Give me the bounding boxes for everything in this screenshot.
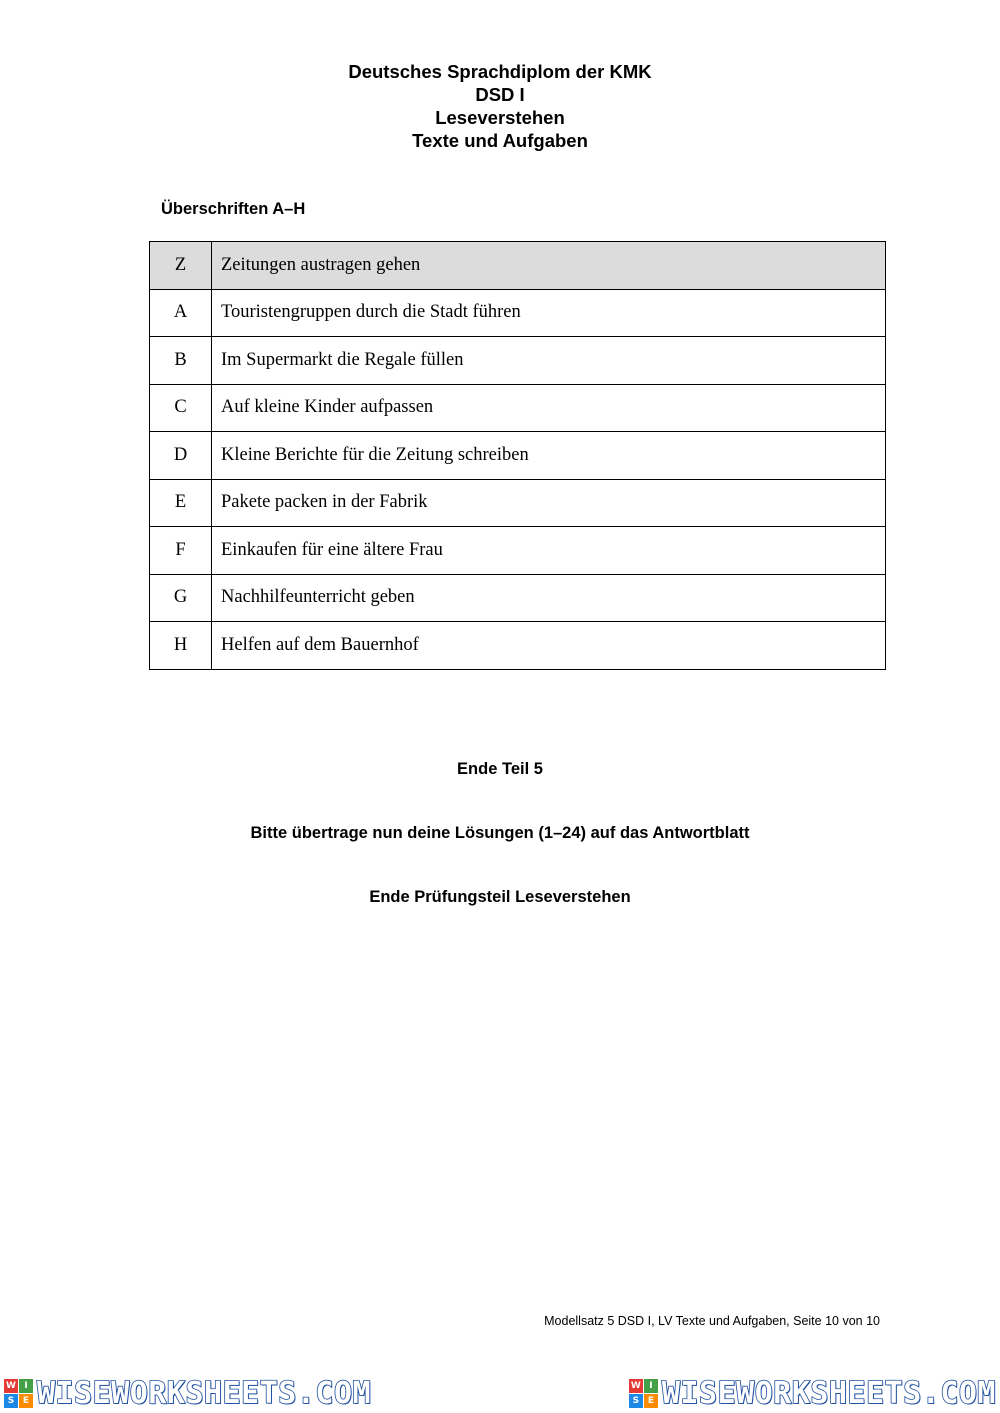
row-letter: D [150, 432, 212, 480]
row-letter: B [150, 337, 212, 385]
header-subtitle: Texte und Aufgaben [412, 130, 588, 151]
row-text: Kleine Berichte für die Zeitung schreiben [212, 432, 886, 480]
row-letter: A [150, 289, 212, 337]
header-skill: Leseverstehen [435, 107, 565, 128]
section-title: Überschriften A–H [161, 200, 306, 218]
watermark-text: WISEWORKSHEETS.COM [37, 1376, 372, 1411]
table-row [150, 622, 886, 670]
watermark-unit [4, 1376, 371, 1411]
page-footer: Modellsatz 5 DSD I, LV Texte und Aufgaben, Seite 10 von 10 [544, 1314, 880, 1328]
end-exam-label: Ende Prüfungsteil Leseverstehen [369, 888, 631, 906]
table-row [150, 574, 886, 622]
row-text: Zeitungen austragen gehen [212, 242, 886, 290]
row-letter: H [150, 622, 212, 670]
table-row [150, 479, 886, 527]
row-letter: Z [150, 242, 212, 290]
header-title: Deutsches Sprachdiplom der KMK [348, 61, 652, 82]
wiseworksheets-logo-icon: W I S E [629, 1379, 658, 1408]
watermark-banner [0, 1374, 1000, 1413]
row-letter: G [150, 574, 212, 622]
row-letter: C [150, 384, 212, 432]
row-text: Touristengruppen durch die Stadt führen [212, 289, 886, 337]
table-row [150, 337, 886, 385]
row-text: Im Supermarkt die Regale füllen [212, 337, 886, 385]
document-header [0, 60, 1000, 152]
watermark-text: WISEWORKSHEETS.COM [661, 1376, 996, 1411]
row-text: Auf kleine Kinder aufpassen [212, 384, 886, 432]
header-level: DSD I [475, 84, 525, 105]
row-text: Einkaufen für eine ältere Frau [212, 527, 886, 575]
headings-table [149, 241, 886, 670]
row-text: Helfen auf dem Bauernhof [212, 622, 886, 670]
watermark-unit [629, 1376, 996, 1411]
row-text: Nachhilfeunterricht geben [212, 574, 886, 622]
table-row [150, 242, 886, 290]
end-part-label: Ende Teil 5 [457, 760, 543, 778]
table-row [150, 289, 886, 337]
row-text: Pakete packen in der Fabrik [212, 479, 886, 527]
wiseworksheets-logo-icon: W I S E [4, 1379, 33, 1408]
table-row [150, 384, 886, 432]
row-letter: F [150, 527, 212, 575]
row-letter: E [150, 479, 212, 527]
table-row [150, 527, 886, 575]
transfer-instruction: Bitte übertrage nun deine Lösungen (1–24) auf das Antwortblatt [250, 824, 750, 842]
table-row [150, 432, 886, 480]
